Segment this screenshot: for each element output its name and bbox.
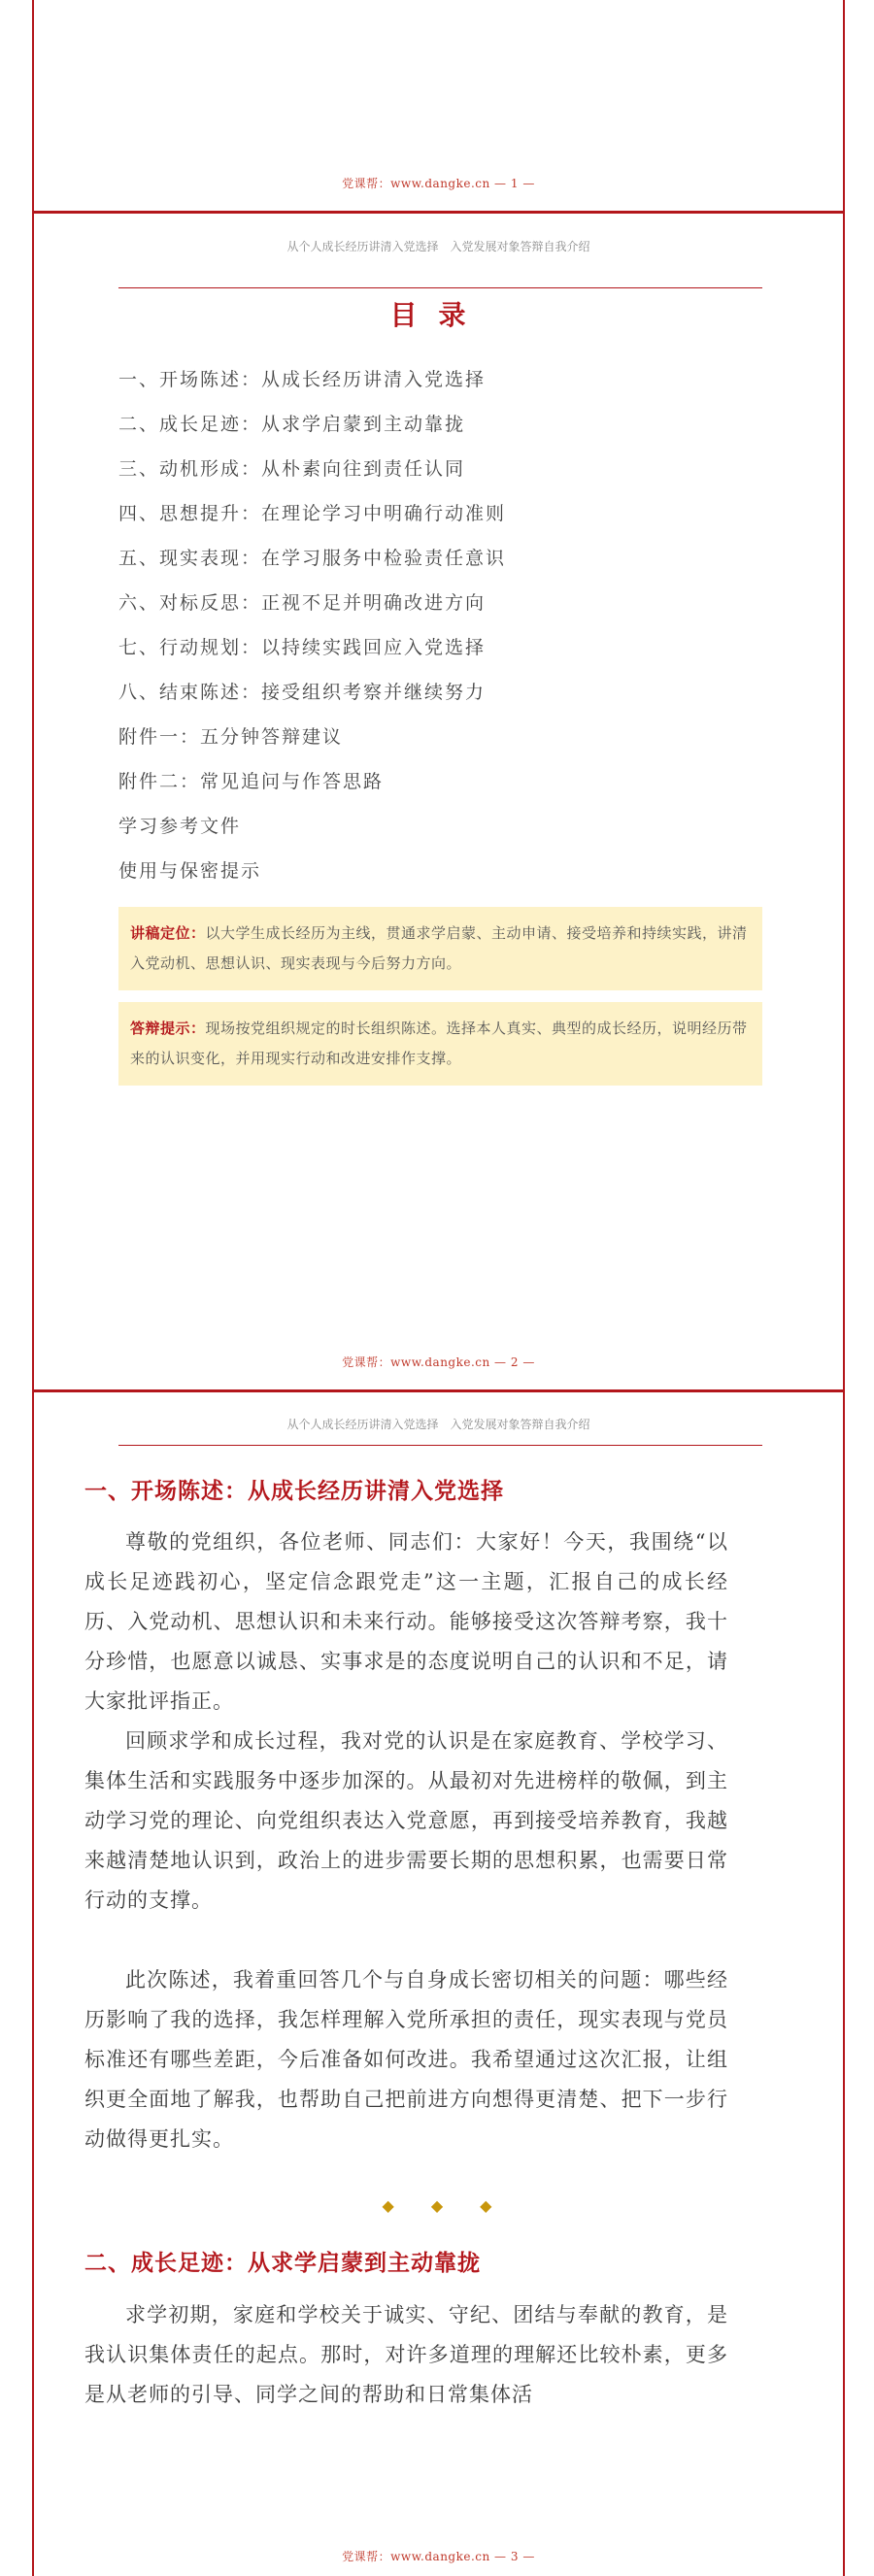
callout-label: 讲稿定位：	[130, 924, 206, 942]
section-divider	[0, 2196, 874, 2215]
header-rule	[118, 1445, 762, 1446]
body-paragraph: 此次陈述，我着重回答几个与自身成长密切相关的问题：哪些经历影响了我的选择，我怎样理解入党所承担的责任，现实表现与党员标准还有哪些差距，今后准备如何改进。我希望通过这次汇报，让组织更全面地了解我，也帮助自己把前进方向想得更清楚、把下一步行动做得更扎实。	[84, 1968, 728, 2151]
page-1	[32, 0, 845, 211]
page-footer: 党课帮：www.dangke.cn — 1 —	[342, 177, 535, 190]
positioning-callout	[118, 907, 762, 990]
toc-item[interactable]: 六、对标反思：正视不足并明确改进方向	[118, 592, 487, 614]
toc-item[interactable]: 使用与保密提示	[118, 860, 262, 882]
diamond-ornament-icon: ◆	[480, 2196, 492, 2215]
toc-item[interactable]: 五、现实表现：在学习服务中检验责任意识	[118, 548, 507, 569]
body-paragraph: 尊敬的党组织，各位老师、同志们：大家好！今天，我围绕“以成长足迹践初心，坚定信念跟党走”这一主题，汇报自己的成长经历、入党动机、思想认识和未来行动。能够接受这次答辩考察，我十分珍惜，也愿意以诚恳、实事求是的态度说明自己的认识和不足，请大家批评指正。	[84, 1530, 728, 1713]
header-rule	[118, 287, 762, 288]
toc-title: 目录	[389, 299, 487, 331]
section-heading: 二、成长足迹：从求学启蒙到主动靠拢	[84, 2251, 481, 2276]
toc-item[interactable]: 附件一：五分钟答辩建议	[118, 726, 344, 748]
toc-item[interactable]: 三、动机形成：从朴素向往到责任认同	[118, 458, 466, 480]
toc-item[interactable]: 七、行动规划：以持续实践回应入党选择	[118, 637, 487, 658]
defense-tip-callout	[118, 1002, 762, 1086]
diamond-ornament-icon: ◆	[430, 2196, 444, 2215]
body-paragraph: 回顾求学和成长过程，我对党的认识是在家庭教育、学校学习、集体生活和实践服务中逐步加深的。从最初对先进榜样的敬佩，到主动学习党的理论、向党组织表达入党意愿，再到接受培养教育，我越来越清楚地认识到，政治上的进步需要长期的思想积累，也需要日常行动的支撑。	[84, 1729, 728, 1912]
toc-list	[118, 357, 506, 893]
page-header: 从个人成长经历讲清入党选择 入党发展对象答辩自我介绍	[286, 1418, 590, 1431]
body-paragraph: 求学初期，家庭和学校关于诚实、守纪、团结与奉献的教育，是我认识集体责任的起点。那时，对许多道理的理解还比较朴素，更多是从老师的引导、同学之间的帮助和日常集体活	[84, 2303, 728, 2406]
section-heading: 一、开场陈述：从成长经历讲清入党选择	[84, 1479, 504, 1504]
toc-item[interactable]: 四、思想提升：在理论学习中明确行动准则	[118, 503, 507, 524]
toc-item[interactable]: 二、成长足迹：从求学启蒙到主动靠拢	[118, 414, 466, 435]
page-2	[32, 214, 845, 1389]
toc-item[interactable]: 附件二：常见追问与作答思路	[118, 771, 385, 792]
toc-item[interactable]: 八、结束陈述：接受组织考察并继续努力	[118, 682, 487, 703]
callout-text: 以大学生成长经历为主线，贯通求学启蒙、主动申请、接受培养和持续实践，讲清入党动机、思想认识、现实表现与今后努力方向。	[130, 924, 748, 972]
diamond-ornament-icon: ◆	[382, 2196, 394, 2215]
callout-label: 答辩提示：	[130, 1020, 206, 1037]
callout-text: 现场按党组织规定的时长组织陈述。选择本人真实、典型的成长经历，说明经历带来的认识变化，并用现实行动和改进安排作支撑。	[130, 1020, 748, 1067]
page-footer: 党课帮：www.dangke.cn — 3 —	[342, 2550, 535, 2563]
page-footer: 党课帮：www.dangke.cn — 2 —	[342, 1355, 535, 1369]
toc-item[interactable]: 学习参考文件	[118, 816, 242, 837]
page-header: 从个人成长经历讲清入党选择 入党发展对象答辩自我介绍	[286, 240, 590, 253]
toc-item[interactable]: 一、开场陈述：从成长经历讲清入党选择	[118, 369, 487, 390]
